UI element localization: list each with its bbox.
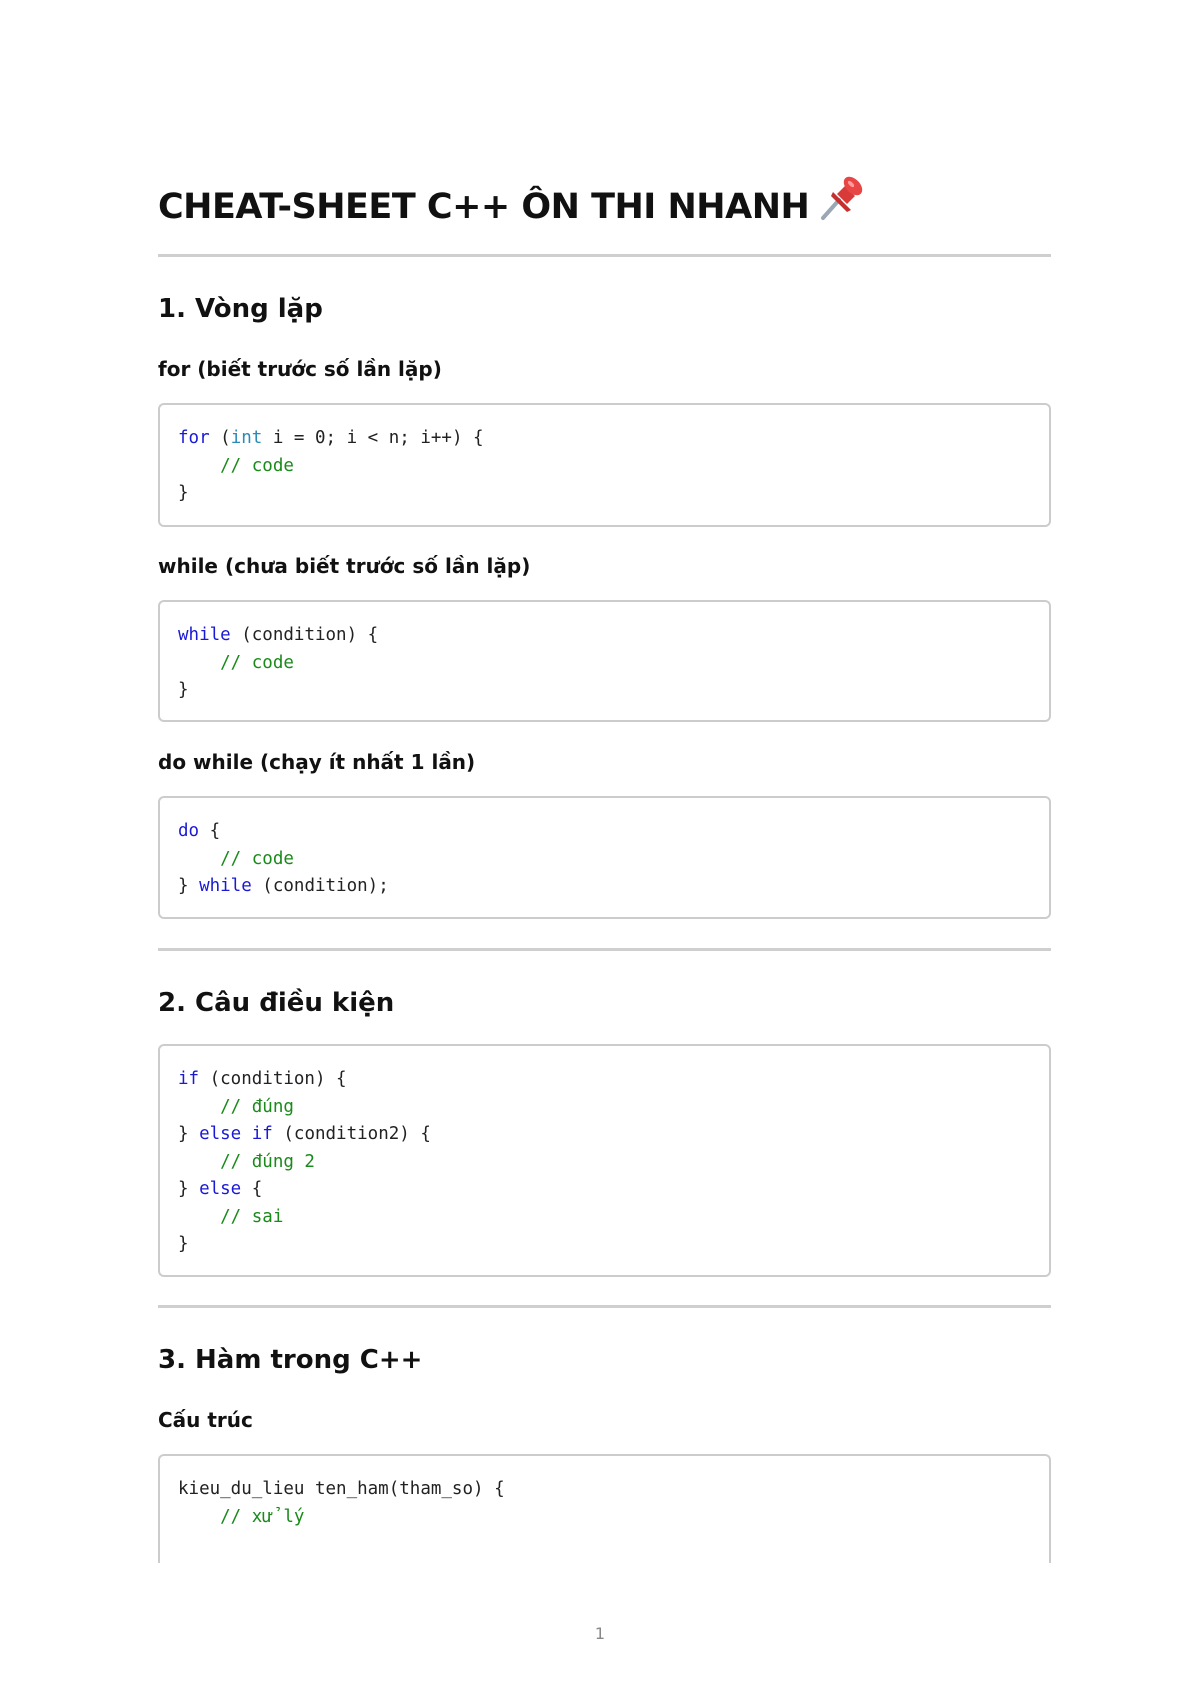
subsection-heading-while: while (chưa biết trước số lần lặp): [158, 554, 531, 578]
code-line: [178, 453, 1049, 481]
code-line: [178, 1231, 1049, 1259]
horizontal-rule: [158, 254, 1051, 257]
code-type: int: [230, 428, 263, 448]
code-block-do-while: [158, 796, 1051, 919]
code-line: [178, 480, 1049, 508]
code-text: [160, 405, 1049, 508]
code-token: (: [209, 428, 231, 448]
code-line: [178, 1094, 1049, 1122]
horizontal-rule: [158, 1305, 1051, 1308]
code-keyword: if: [178, 1069, 200, 1089]
code-line: [178, 1504, 1049, 1532]
code-line: [178, 1476, 1049, 1504]
section-heading-functions: 3. Hàm trong C++: [158, 1345, 423, 1375]
code-token: (condition2) {: [272, 1124, 431, 1144]
code-block-for: [158, 403, 1051, 527]
code-block-if-else: [158, 1044, 1051, 1277]
code-token: {: [241, 1179, 263, 1199]
code-comment: // code: [178, 455, 294, 476]
code-comment: // đúng: [178, 1096, 294, 1117]
code-keyword: while: [178, 625, 231, 645]
code-block-function: [158, 1454, 1051, 1563]
code-keyword: else if: [199, 1124, 273, 1144]
code-token: i = 0; i < n; i++) {: [262, 428, 484, 448]
code-token: }: [178, 483, 189, 503]
page-title-text: CHEAT-SHEET C++ ÔN THI NHANH: [158, 187, 810, 227]
section-heading-conditions: 2. Câu điều kiện: [158, 988, 395, 1018]
code-line: [178, 1149, 1049, 1177]
code-comment: // sai: [178, 1206, 284, 1227]
code-comment: // đúng 2: [178, 1151, 315, 1172]
code-keyword: do: [178, 821, 200, 841]
section-heading-loops: 1. Vòng lặp: [158, 294, 323, 324]
code-text: [160, 1456, 1049, 1531]
code-line: [178, 1176, 1049, 1204]
subsection-heading-for: for (biết trước số lần lặp): [158, 357, 442, 381]
code-line: [178, 1204, 1049, 1232]
code-line: [178, 1121, 1049, 1149]
code-keyword: while: [199, 876, 252, 896]
code-token: (condition) {: [230, 625, 379, 645]
code-line: [178, 622, 1049, 650]
code-token: (condition) {: [199, 1069, 347, 1089]
code-line: [178, 1066, 1049, 1094]
code-line: [178, 873, 1049, 901]
code-line: [178, 677, 1049, 705]
horizontal-rule: [158, 948, 1051, 951]
code-keyword: for: [178, 428, 210, 448]
code-text: [160, 602, 1049, 705]
code-token: }: [178, 680, 189, 700]
code-token: }: [178, 1179, 200, 1199]
code-comment: // code: [178, 652, 294, 673]
code-token: }: [178, 876, 200, 896]
code-comment: // code: [178, 848, 294, 869]
code-block-while: [158, 600, 1051, 722]
subsection-heading-structure: Cấu trúc: [158, 1408, 253, 1432]
pushpin-icon: [817, 172, 869, 233]
code-token: kieu_du_lieu ten_ham(tham_so) {: [178, 1479, 505, 1499]
code-line: [178, 818, 1049, 846]
code-line: [178, 846, 1049, 874]
code-token: {: [199, 821, 221, 841]
code-token: }: [178, 1234, 189, 1254]
code-token: (condition);: [251, 876, 389, 896]
code-token: }: [178, 1124, 200, 1144]
code-comment: // xử lý: [178, 1506, 305, 1527]
page-title: [158, 172, 869, 233]
code-line: [178, 425, 1049, 453]
code-line: [178, 650, 1049, 678]
code-text: [160, 1046, 1049, 1259]
page-number: 1: [594, 1624, 606, 1643]
code-keyword: else: [199, 1179, 242, 1199]
subsection-heading-do-while: do while (chạy ít nhất 1 lần): [158, 750, 476, 774]
code-text: [160, 798, 1049, 901]
